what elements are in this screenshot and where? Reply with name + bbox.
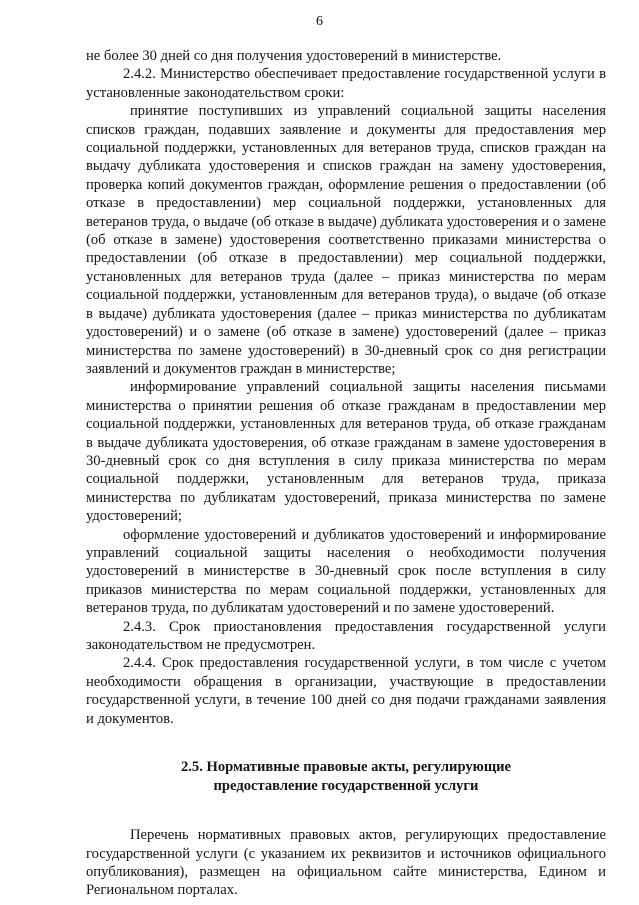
page-number: 6 xyxy=(316,14,323,29)
paragraph-2-4-3: 2.4.3. Срок приостановления предоставления государственной услуги законодательством не предусмотрен. xyxy=(86,618,606,653)
paragraph-2-4-2: 2.4.2. Министерство обеспечивает предоставление государственной услуги в установленные законодательством сроки: xyxy=(86,66,606,101)
paragraph-continuation: не более 30 дней со дня получения удостоверений в министерстве. xyxy=(86,48,502,64)
paragraph-section-body: Перечень нормативных правовых актов, регулирующих предоставление государственной услуги (с указанием их реквизитов и источников официального опубликования), размещен на официальном сайте министерства, Едином и Региональном порталах. xyxy=(86,827,606,899)
document-body xyxy=(86,47,606,900)
section-heading-line-2: предоставление государственной услуги xyxy=(213,777,479,794)
section-heading-line-1: 2.5. Нормативные правовые акты, регулирующие xyxy=(180,759,512,776)
paragraph-informing: информирование управлений социальной защиты населения письмами министерства о принятии решения об отказе гражданам в предоставлении мер социальной поддержки, установленных для ветеранов труда, об отказе гражданам в выдаче дубликата удостоверения, об отказе гражданам в замене удостоверения в 30-дневный срок со дня вступления в силу приказа министерства по мерам социальной поддержки, установленным для ветеранов труда, приказа министерства по дубликатам удостоверений, приказа министерства по замене удостоверений; xyxy=(86,379,606,525)
section-heading xyxy=(86,758,606,795)
paragraph-acceptance: принятие поступивших из управлений социальной защиты населения списков граждан, подавших заявление и документы для предоставления мер социальной поддержки, установленных для ветеранов труда, списков граждан на выдачу дубликата удостоверения и списков граждан на замену удостоверения, проверка копий документов граждан, оформление решения о предоставлении (об отказе в предоставлении) мер социальной поддержки, установленных для ветеранов труда, о выдаче (об отказе в выдаче) дубликата удостоверения и о замене (об отказе в замене) удостоверения соответственно приказами министерства о предоставлении (об отказе в предоставлении) мер социальной поддержки, установленных для ветеранов труда (далее – приказ министерства по мерам социальной поддержки, установленным для ветеранов труда), о выдаче (об отказе в выдаче) дубликата удостоверения (далее – приказ министерства по дубликатам удостоверений) и о замене (об отказе в замене) удостоверений (далее – приказ министерства по замене удостоверений) в 30-дневный срок со дня регистрации заявлений и документов граждан в министерстве; xyxy=(86,103,606,377)
paragraph-2-4-4: 2.4.4. Срок предоставления государственной услуги, в том числе с учетом необходимости обращения в организации, участвующие в предоставлении государственной услуги, в течение 100 дней со дня подачи гражданами заявления и документов. xyxy=(86,655,606,727)
paragraph-issuing: оформление удостоверений и дубликатов удостоверений и информирование управлений социальной защиты населения о необходимости получения удостоверений в министерстве в 30-дневный срок после вступления в силу приказов министерства по мерам социальной поддержки, установленных для ветеранов труда, по дубликатам удостоверений и по замене удостоверений. xyxy=(86,526,606,617)
